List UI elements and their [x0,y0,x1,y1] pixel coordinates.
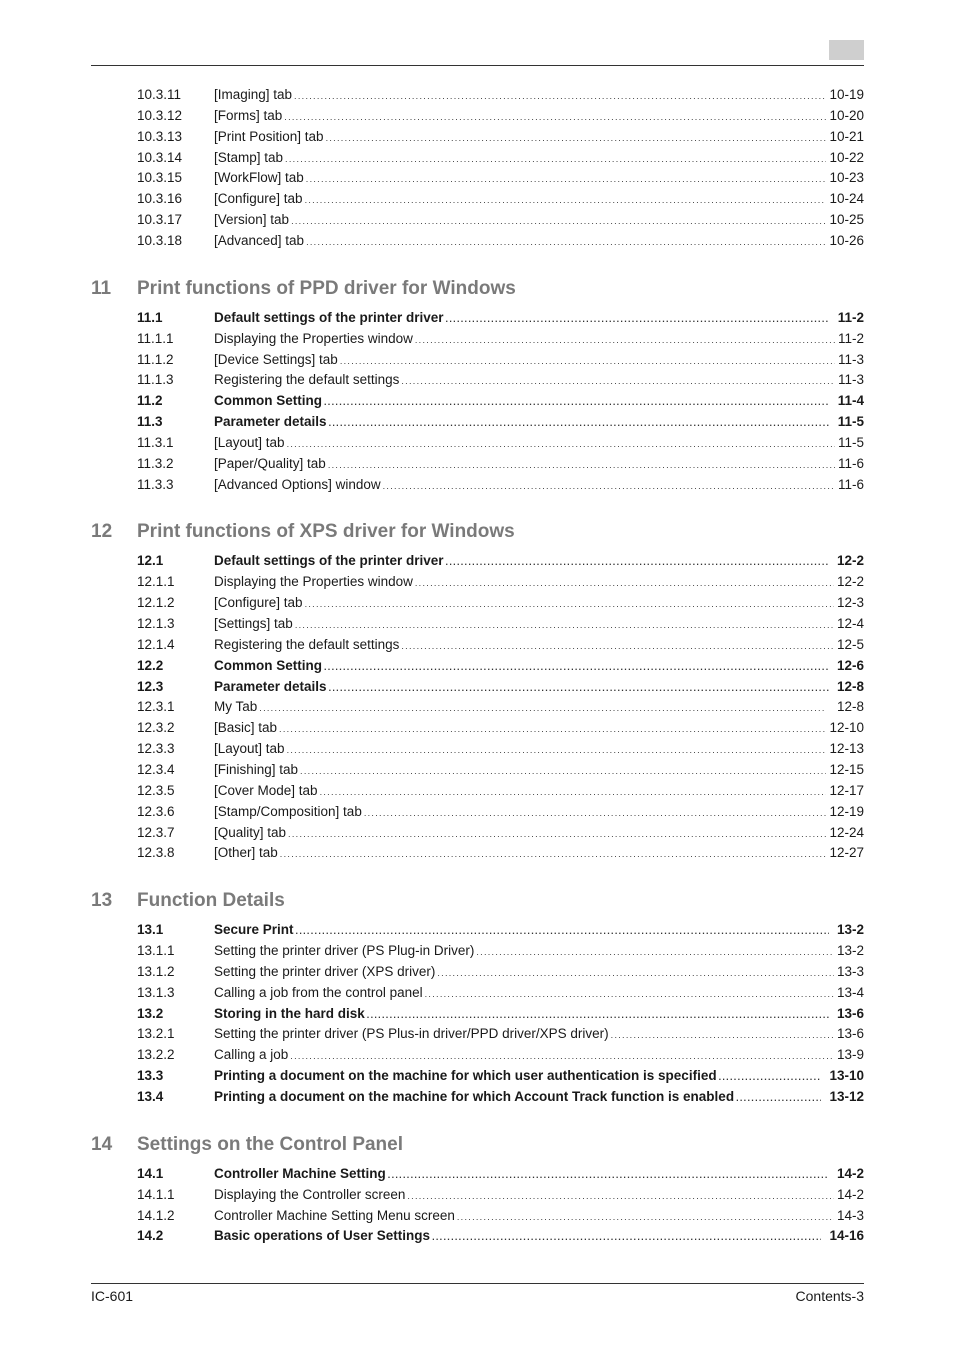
entry-page-number: 13-6 [836,1005,864,1021]
dot-leader [296,920,829,941]
entry-number: 11.3.2 [137,455,174,471]
toc-section-entry[interactable] [137,920,864,940]
entry-title: [Print Position] tab [214,128,324,144]
entry-number: 12.3.3 [137,741,175,757]
entry-number: 12.1 [137,553,164,569]
toc-section-entry[interactable] [137,1087,864,1107]
entry-title: [Layout] tab [214,741,285,757]
toc-subsection-entry[interactable] [137,350,864,370]
entry-page-number: 12-8 [836,699,864,715]
dot-leader [287,739,827,760]
toc-subsection-entry[interactable] [137,127,864,147]
dot-leader [383,475,835,496]
entry-number: 11.1.1 [137,330,174,346]
entry-number: 13.4 [137,1089,164,1104]
chapter-number: 13 [91,890,113,912]
dot-leader [329,412,830,433]
entry-page-number: 12-5 [836,636,864,652]
entry-number: 13.1 [137,922,164,938]
dot-leader [401,370,835,391]
entry-page-number: 10-23 [829,170,864,186]
entry-title: Setting the printer driver (PS Plus-in driver/PPD driver/XPS driver) [214,1026,609,1042]
entry-title: Default settings of the printer driver [214,309,444,325]
dot-leader [367,1004,829,1025]
footer-page-number: Contents-3 [795,1288,864,1304]
toc-subsection-entry[interactable] [137,433,864,453]
entry-number: 10.3.18 [137,232,183,248]
dot-leader [388,1164,829,1185]
entry-title: [Imaging] tab [214,87,293,102]
entry-page-number: 12-10 [829,720,864,736]
entry-page-number: 10-19 [829,87,864,102]
entry-number: 11.3 [137,414,163,430]
header-rule [91,65,864,66]
dot-leader [340,350,835,371]
entry-number: 14.1 [137,1165,164,1181]
entry-number: 11.1 [137,309,163,325]
toc-subsection-entry[interactable] [137,572,864,592]
entry-title: My Tab [214,699,258,715]
chapter-number: 12 [91,521,113,543]
toc-subsection-entry[interactable] [137,1045,864,1065]
dot-leader [305,593,834,614]
entry-number: 10.3.12 [137,107,183,123]
entry-page-number: 11-5 [837,414,864,430]
entry-page-number: 13-3 [836,963,864,979]
entry-title: Printing a document on the machine for which Account Track function is enabled [214,1089,735,1104]
dot-leader [284,106,826,127]
entry-title: Controller Machine Setting Menu screen [214,1207,455,1223]
entry-title: Registering the default settings [214,636,400,652]
entry-title: Default settings of the printer driver [214,553,444,569]
entry-number: 10.3.16 [137,191,183,207]
chapter-heading [91,277,864,301]
entry-page-number: 10-25 [829,212,864,228]
dot-leader [401,635,834,656]
dot-leader [300,760,826,781]
toc-subsection-entry[interactable] [137,1206,864,1226]
dot-leader [324,656,829,677]
entry-number: 12.1.4 [137,636,175,652]
dot-leader [437,962,834,983]
header-tab-marker [829,40,864,60]
dot-leader [476,941,834,962]
chapter-heading [91,520,864,544]
entry-title: [Configure] tab [214,595,303,611]
entry-title: Storing in the hard disk [214,1005,365,1021]
dot-leader [415,329,835,350]
dot-leader [736,1087,821,1108]
entry-page-number: 12-8 [836,678,864,694]
entry-number: 10.3.11 [137,87,182,102]
entry-title: Registering the default settings [214,372,400,388]
entry-title: [Configure] tab [214,191,303,207]
entry-number: 12.3 [137,678,164,694]
entry-title: [Quality] tab [214,824,287,840]
toc-subsection-entry[interactable] [137,635,864,655]
toc-section-entry[interactable] [137,656,864,676]
entry-title: Displaying the Properties window [214,330,413,346]
chapter-heading [91,1133,864,1157]
dot-leader [446,551,829,572]
dot-leader [425,983,834,1004]
entry-number: 14.2 [137,1228,164,1244]
dot-leader [324,391,830,412]
toc-subsection-entry[interactable] [137,697,864,717]
entry-page-number: 11-6 [837,455,864,471]
dot-leader [306,231,826,252]
entry-page-number: 12-2 [836,553,864,569]
entry-page-number: 11-3 [837,372,864,388]
entry-title: [Advanced] tab [214,232,305,248]
toc-subsection-entry[interactable] [137,1185,864,1205]
entry-title: [Paper/Quality] tab [214,455,326,471]
toc-section-entry[interactable] [137,1066,864,1086]
toc-subsection-entry[interactable] [137,231,864,251]
entry-page-number: 13-4 [836,984,864,1000]
entry-number: 12.1.1 [137,574,175,590]
dot-leader [611,1024,834,1045]
dot-leader [305,189,827,210]
entry-page-number: 12-17 [829,782,864,798]
dot-leader [320,781,827,802]
dot-leader [287,433,835,454]
entry-number: 10.3.17 [137,212,183,228]
entry-number: 12.1.2 [137,595,175,611]
dot-leader [280,843,827,864]
dot-leader [285,148,826,169]
entry-number: 10.3.14 [137,149,183,165]
dot-leader [446,308,830,329]
entry-number: 13.2.2 [137,1047,175,1063]
dot-leader [279,718,826,739]
entry-title: Setting the printer driver (PS Plug-in Driver) [214,943,475,959]
entry-number: 12.3.7 [137,824,175,840]
entry-title: Basic operations of User Settings [214,1228,431,1244]
entry-number: 11.1.3 [137,372,174,388]
entry-title: [Version] tab [214,212,290,228]
entry-page-number: 10-26 [829,232,864,248]
entry-page-number: 14-2 [836,1186,864,1202]
entry-page-number: 12-13 [829,741,864,757]
dot-leader [294,85,826,106]
toc-subsection-entry[interactable] [137,454,864,474]
entry-page-number: 14-2 [836,1165,864,1181]
entry-page-number: 12-15 [829,761,864,777]
entry-title: [Device Settings] tab [214,351,338,367]
dot-leader [295,614,834,635]
toc-subsection-entry[interactable] [137,106,864,126]
entry-title: [WorkFlow] tab [214,170,304,186]
entry-title: Displaying the Controller screen [214,1186,406,1202]
chapter-title: Settings on the Control Panel [137,1133,404,1155]
entry-title: [Advanced Options] window [214,476,381,492]
dot-leader [329,677,829,698]
toc-subsection-entry[interactable] [137,739,864,759]
entry-page-number: 13-2 [836,943,864,959]
entry-page-number: 11-2 [837,309,864,325]
toc-subsection-entry[interactable] [137,210,864,230]
entry-page-number: 10-21 [829,128,864,144]
entry-page-number: 10-22 [829,149,864,165]
entry-title: [Stamp] tab [214,149,284,165]
toc-subsection-entry[interactable] [137,593,864,613]
entry-page-number: 13-6 [836,1026,864,1042]
toc-subsection-entry[interactable] [137,843,864,863]
dot-leader [326,127,827,148]
entry-page-number: 13-9 [836,1047,864,1063]
dot-leader [306,168,827,189]
entry-title: Parameter details [214,414,327,430]
entry-page-number: 12-3 [836,595,864,611]
entry-title: Calling a job [214,1047,289,1063]
toc-subsection-entry[interactable] [137,370,864,390]
entry-title: Displaying the Properties window [214,574,413,590]
entry-number: 13.1.1 [137,943,175,959]
entry-number: 13.3 [137,1068,164,1084]
entry-number: 12.1.3 [137,616,175,631]
entry-title: Secure Print [214,922,294,938]
entry-title: Printing a document on the machine for which user authentication is specified [214,1068,717,1084]
entry-number: 13.1.2 [137,963,175,979]
toc-subsection-entry[interactable] [137,85,864,105]
toc-subsection-entry[interactable] [137,718,864,738]
entry-title: [Basic] tab [214,720,278,736]
dot-leader [290,1045,834,1066]
toc-subsection-entry[interactable] [137,168,864,188]
entry-number: 12.3.2 [137,720,175,736]
entry-page-number: 10-20 [829,107,864,123]
chapter-number: 11 [91,277,112,299]
dot-leader [364,802,827,823]
chapter-number: 14 [91,1133,113,1155]
entry-page-number: 11-6 [837,476,864,492]
entry-page-number: 10-24 [829,191,864,207]
entry-title: Controller Machine Setting [214,1165,386,1181]
toc-section-entry[interactable] [137,412,864,432]
toc-section-entry[interactable] [137,551,864,571]
toc-subsection-entry[interactable] [137,475,864,495]
entry-number: 12.3.1 [137,699,175,715]
entry-number: 13.2.1 [137,1026,175,1042]
dot-leader [415,572,834,593]
entry-title: Common Setting [214,657,322,673]
entry-number: 14.1.2 [137,1207,175,1223]
entry-number: 12.3.4 [137,761,175,777]
entry-number: 12.2 [137,657,164,673]
entry-title: Common Setting [214,393,322,409]
entry-number: 14.1.1 [137,1186,175,1202]
entry-page-number: 12-2 [836,574,864,590]
chapter-heading [91,889,864,913]
chapter-title: Print functions of XPS driver for Windows [137,521,515,543]
entry-page-number: 11-3 [837,351,864,367]
entry-number: 13.1.3 [137,984,175,1000]
entry-title: [Other] tab [214,845,278,861]
toc-subsection-entry[interactable] [137,962,864,982]
dot-leader [407,1185,834,1206]
toc-section-entry[interactable] [137,391,864,411]
entry-page-number: 14-16 [829,1228,864,1244]
entry-page-number: 12-19 [829,803,864,819]
chapter-title: Function Details [137,890,285,912]
entry-page-number: 12-27 [829,845,864,861]
entry-number: 13.2 [137,1005,164,1021]
toc-subsection-entry[interactable] [137,148,864,168]
entry-title: [Layout] tab [214,434,285,450]
dot-leader [259,697,834,718]
entry-page-number: 13-2 [836,922,864,938]
entry-page-number: 12-4 [836,616,864,631]
toc-subsection-entry[interactable] [137,614,864,634]
entry-number: 11.3.1 [137,434,174,450]
toc-subsection-entry[interactable] [137,983,864,1003]
entry-number: 10.3.13 [137,128,183,144]
entry-number: 10.3.15 [137,170,183,186]
entry-page-number: 11-2 [837,330,864,346]
toc-subsection-entry[interactable] [137,802,864,822]
chapter-title: Print functions of PPD driver for Windows [137,277,516,299]
toc-section-entry[interactable] [137,1164,864,1184]
toc-section-entry[interactable] [137,677,864,697]
entry-title: [Forms] tab [214,107,283,123]
entry-title: Parameter details [214,678,327,694]
entry-page-number: 11-5 [837,434,864,450]
dot-leader [328,454,835,475]
toc-subsection-entry[interactable] [137,823,864,843]
entry-number: 11.3.3 [137,476,174,492]
entry-page-number: 11-4 [837,393,864,409]
toc-section-entry[interactable] [137,1004,864,1024]
entry-title: [Cover Mode] tab [214,782,318,798]
footer-model: IC-601 [91,1288,134,1304]
entry-number: 12.3.8 [137,845,175,861]
dot-leader [432,1226,821,1247]
dot-leader [288,823,826,844]
entry-title: Calling a job from the control panel [214,984,423,1000]
entry-title: [Finishing] tab [214,761,299,777]
entry-page-number: 12-6 [836,657,864,673]
toc-section-entry[interactable] [137,308,864,328]
toc-subsection-entry[interactable] [137,1024,864,1044]
toc-subsection-entry[interactable] [137,760,864,780]
dot-leader [719,1066,822,1087]
entry-title: Setting the printer driver (XPS driver) [214,963,436,979]
entry-number: 11.2 [137,393,163,409]
dot-leader [457,1206,834,1227]
entry-number: 12.3.5 [137,782,175,798]
dot-leader [291,210,826,231]
entry-number: 12.3.6 [137,803,175,819]
toc-subsection-entry[interactable] [137,329,864,349]
entry-page-number: 13-10 [829,1068,864,1084]
entry-page-number: 13-12 [829,1089,864,1104]
footer-rule [91,1283,864,1284]
entry-page-number: 14-3 [836,1207,864,1223]
entry-page-number: 12-24 [829,824,864,840]
entry-number: 11.1.2 [137,351,174,367]
toc-subsection-entry[interactable] [137,189,864,209]
toc-subsection-entry[interactable] [137,941,864,961]
toc-section-entry[interactable] [137,1226,864,1246]
toc-subsection-entry[interactable] [137,781,864,801]
entry-title: [Settings] tab [214,616,293,631]
entry-title: [Stamp/Composition] tab [214,803,362,819]
